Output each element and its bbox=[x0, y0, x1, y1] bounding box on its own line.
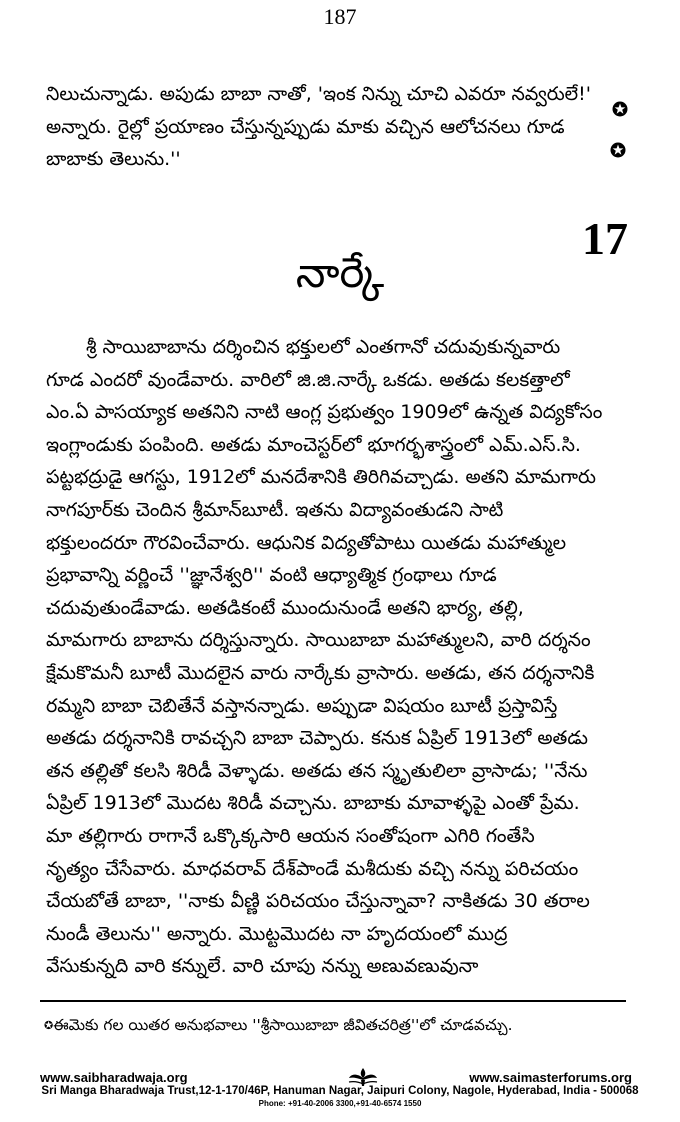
footer-address: Sri Manga Bharadwaja Trust,12-1-170/46P, Hanuman Nagar, Jaipuri Colony, Nagole, Hyderabad, India - 500068 bbox=[41, 1085, 639, 1097]
chapter-number: 17 bbox=[582, 213, 628, 264]
star-icon bbox=[610, 142, 626, 158]
text-line: మా తల్లిగారు రాగానే ఒక్కొక్కసారి ఆయన సంతోషంగా ఎగిరి గంతేసి bbox=[46, 824, 535, 847]
text-line: శ్రీ సాయిబాబాను దర్శించిన భక్తులలో ఎంతగానో చదువుకున్నవారు bbox=[86, 336, 561, 358]
text-line: అన్నారు. రైల్లో ప్రయాణం చేస్తున్నప్పుడు మాకు వచ్చిన ఆలోచనలు గూడ bbox=[46, 115, 565, 138]
text-line: ఏప్రిల్ 1913లో మొదట శిరిడీ వచ్చాను. బాబాకు మావాళ్ళపై ఎంతో ప్రేమ. bbox=[46, 792, 580, 815]
text-line: నాగపూర్‌కు చెందిన శ్రీమాన్‌బూటీ. ఇతను విద్యావంతుడని సాటి bbox=[46, 498, 504, 521]
text-line: చదువుతుండేవాడు. అతడికంటే ముందునుండే అతని భార్య, తల్లి, bbox=[46, 596, 524, 619]
text-line: మామగారు బాబాను దర్శిస్తున్నారు. సాయిబాబా మహాత్ములని, వారి దర్శనం bbox=[46, 629, 591, 652]
footnote bbox=[44, 1016, 644, 1038]
page-number: 187 bbox=[323, 4, 357, 29]
intro-paragraph bbox=[46, 78, 632, 176]
text-line: రమ్మని బాబా చెబితేనే వస్తానన్నాడు. అప్పుడా విషయం బూటీ ప్రస్తావిస్తే bbox=[46, 694, 558, 717]
text-line: పట్టభద్రుడై ఆగస్టు, 1912లో మనదేశానికి తిరిగివచ్చాడు. అతని మామగారు bbox=[46, 466, 596, 489]
footnote-marker: ✪ bbox=[44, 1019, 54, 1032]
text-line: ఎం.ఏ పాసయ్యాక అతనిని నాటి ఆంగ్ల ప్రభుత్వం 1909లో ఉన్నత విద్యకోసం bbox=[46, 401, 603, 424]
text-line: నిలుచున్నాడు. అపుడు బాబా నాతో, 'ఇంక నిన్ను చూచి ఎవరూ నవ్వరులే!' bbox=[46, 83, 591, 105]
text-line: తన తల్లితో కలసి శిరిడీ వెళ్ళాడు. అతడు తన స్మృతులిలా వ్రాసాడు; ''నేను bbox=[46, 759, 588, 782]
footer-link-saibharadwaja[interactable]: www.saibharadwaja.org bbox=[40, 1070, 188, 1085]
footer-phone: Phone: +91-40-2006 3300,+91-40-6574 1550 bbox=[258, 1099, 422, 1108]
text-line: అతడు దర్శనానికి రావచ్చని బాబా చెప్పారు. కనుక ఏప్రిల్ 1913లో అతడు bbox=[46, 727, 588, 750]
chapter-body bbox=[46, 331, 632, 983]
text-line: నుండీ తెలును'' అన్నారు. మొట్టమొదట నా హృదయంలో ముద్ర bbox=[46, 922, 508, 945]
text-line: వేసుకున్నది వారి కన్నులే. వారి చూపు నన్ను అణువణువునా bbox=[46, 955, 479, 978]
text-line: గూడ ఎందరో వుండేవారు. వారిలో జి.జి.నార్కే ఒకడు. అతడు కలకత్తాలో bbox=[46, 368, 570, 391]
chapter-title: నార్కే bbox=[295, 248, 385, 297]
text-line: ప్రభావాన్ని వర్ణించే ''జ్ఞానేశ్వరి'' వంటి ఆధ్యాత్మిక గ్రంథాలు గూడ bbox=[46, 564, 497, 587]
text-line: క్షేమకొమనీ బూటీ మొదలైన వారు నార్కేకు వ్రాసారు. అతడు, తన దర్శనానికి bbox=[46, 661, 595, 684]
text-line: చేయబోతే బాబా, ''నాకు వీణ్ణి పరిచయం చేస్తున్నావా? నాకితడు 30 తరాల bbox=[46, 890, 590, 913]
footnote-divider bbox=[40, 1000, 626, 1002]
text-line: ఇంగ్లాండుకు పంపింది. అతడు మాంచెస్టర్‌లో భూగర్భశాస్త్రంలో ఎమ్.ఎస్.సి. bbox=[46, 433, 581, 456]
footnote-text: ఈమెకు గల యితర అనుభవాలు ''శ్రీసాయిబాబా జీవితచరిత్ర''లో చూడవచ్చు. bbox=[53, 1016, 513, 1034]
star-icon bbox=[612, 101, 628, 117]
text-line: భక్తులందరూ గౌరవించేవారు. ఆధునిక విద్యతోపాటు యితడు మహాత్ముల bbox=[46, 531, 567, 554]
footer-link-saimasterforums[interactable]: www.saimasterforums.org bbox=[469, 1070, 632, 1085]
text-line: బాబాకు తెలును.'' bbox=[46, 148, 181, 171]
text-line: నృత్యం చేసేవారు. మాధవరావ్ దేశ్‌పాండే మశీదుకు వచ్చి నన్ను పరిచయం bbox=[46, 857, 579, 880]
